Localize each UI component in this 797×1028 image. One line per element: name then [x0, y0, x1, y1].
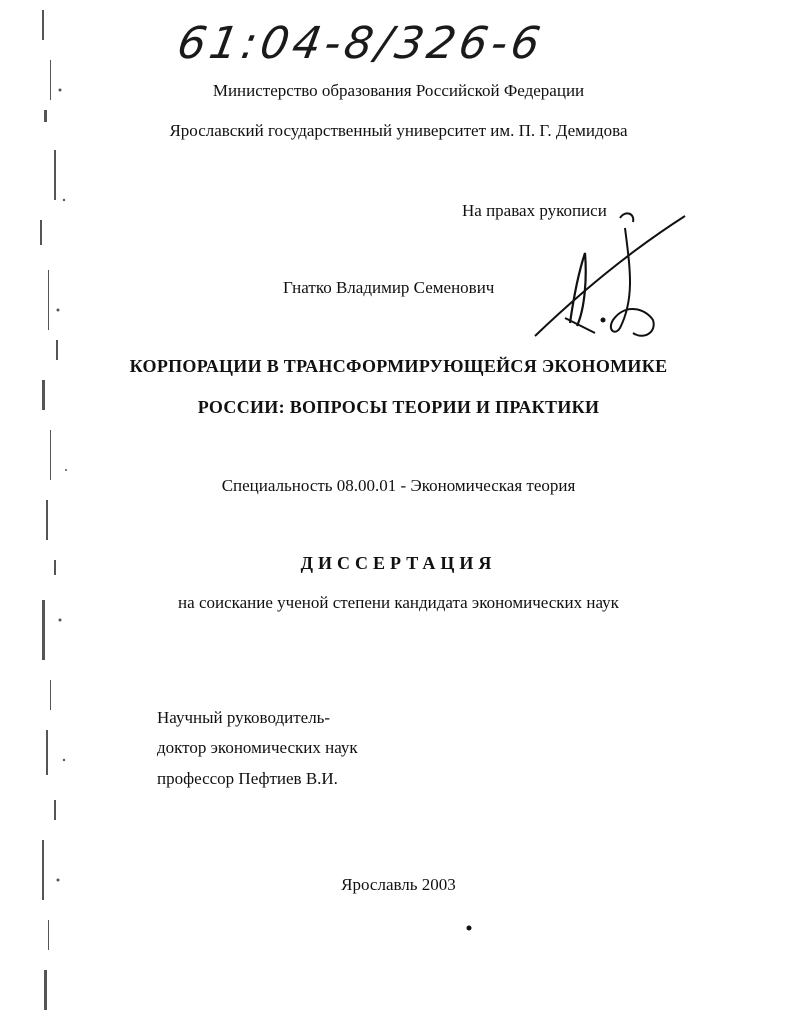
- supervisor-line-2: доктор экономических наук: [157, 738, 358, 757]
- archive-code-handwritten: 61:04-8/326-6: [173, 18, 548, 69]
- supervisor-line-3: профессор Пефтиев В.И.: [157, 769, 338, 788]
- scan-edge-artifacts: [20, 0, 80, 1028]
- author-signature: [525, 208, 695, 348]
- ink-dot: [465, 924, 473, 932]
- document-type: ДИССЕРТАЦИЯ: [300, 553, 497, 573]
- rights-note: На правах рукописи: [462, 201, 607, 220]
- dissertation-title-line-1: КОРПОРАЦИИ В ТРАНСФОРМИРУЮЩЕЙСЯ ЭКОНОМИКЕ: [129, 356, 668, 376]
- degree-line: на соискание ученой степени кандидата экономических наук: [178, 593, 619, 612]
- supervisor-line-1: Научный руководитель-: [157, 708, 331, 727]
- dissertation-title-line-2: РОССИИ: ВОПРОСЫ ТЕОРИИ И ПРАКТИКИ: [197, 397, 600, 417]
- author-name: Гнатко Владимир Семенович: [283, 278, 495, 297]
- ministry-heading: Министерство образования Российской Федерации: [212, 81, 585, 100]
- university-heading: Ярославский государственный университет им. П. Г. Демидова: [169, 121, 628, 140]
- city-year: Ярославль 2003: [341, 875, 456, 894]
- specialty-line: Специальность 08.00.01 - Экономическая теория: [221, 476, 576, 495]
